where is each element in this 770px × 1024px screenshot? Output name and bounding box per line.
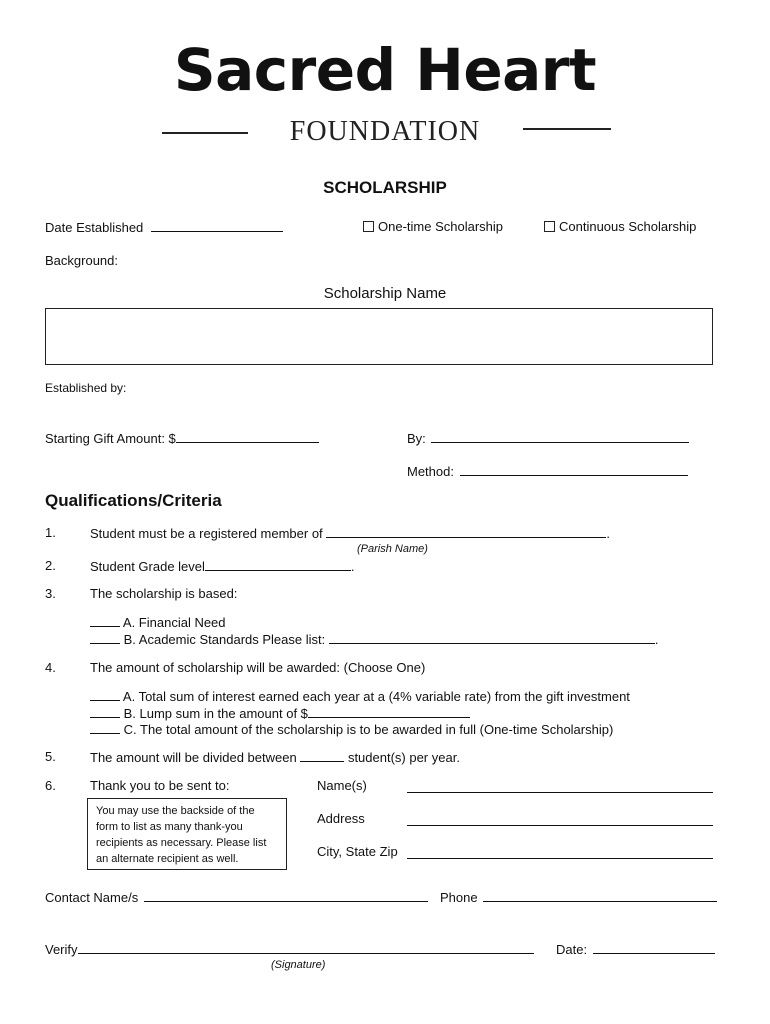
date-established-label: Date Established	[45, 220, 144, 235]
item-number-6: 6.	[45, 778, 56, 793]
by-field[interactable]	[431, 430, 689, 443]
starting-gift-field[interactable]	[176, 430, 319, 443]
academic-standards-field[interactable]	[90, 631, 120, 644]
scholarship-name-field[interactable]	[45, 308, 713, 365]
parish-field[interactable]	[326, 525, 606, 538]
continuous-checkbox[interactable]	[544, 221, 555, 232]
recipient-names-label: Name(s)	[317, 778, 367, 793]
item-4a	[90, 688, 630, 704]
item-4c-text: C. The total amount of the scholarship is to be awarded in full (One-time Scholarship)	[123, 722, 614, 737]
established-by-label: Established by:	[45, 381, 127, 395]
item-4c	[90, 721, 613, 737]
method-label: Method:	[407, 464, 454, 479]
by-row	[407, 430, 689, 446]
date-row	[556, 941, 715, 957]
item-1-text: Student must be a registered member of	[90, 526, 323, 541]
item-5-text-b: student(s) per year.	[347, 750, 460, 765]
financial-need-field[interactable]	[90, 614, 120, 627]
item-number-1: 1.	[45, 525, 56, 540]
qualifications-heading: Qualifications/Criteria	[45, 491, 222, 510]
item-4-text: The amount of scholarship will be awarded: (Choose One)	[90, 660, 426, 675]
one-time-label: One-time Scholarship	[378, 219, 503, 234]
item-3a-text: A. Financial Need	[122, 615, 226, 630]
verify-label: Verify	[45, 942, 78, 957]
option-4a-field[interactable]	[90, 688, 120, 701]
method-row	[407, 463, 688, 479]
item-3-text: The scholarship is based:	[90, 586, 238, 601]
one-time-checkbox[interactable]	[363, 221, 374, 232]
item-number-2: 2.	[45, 558, 56, 573]
item-3b-end: .	[654, 632, 659, 647]
item-5-text-a: The amount will be divided between	[90, 750, 297, 765]
logo-title: Sacred Heart	[173, 36, 597, 104]
contact-field[interactable]	[144, 889, 428, 902]
grade-level-field[interactable]	[205, 558, 351, 571]
logo-subtitle: FOUNDATION	[289, 116, 481, 147]
recipient-names-field[interactable]	[407, 780, 713, 793]
item-2-end: .	[350, 559, 355, 574]
item-4a-text: A. Total sum of interest earned each year at a (4% variable rate) from the gift investment	[122, 689, 630, 704]
note-box: You may use the backside of the form to list as many thank-you recipients as necessary. Please list an alternate recipient as well.	[87, 798, 287, 870]
item-4b	[90, 705, 470, 721]
item-2	[90, 558, 355, 574]
item-number-4: 4.	[45, 660, 56, 675]
signature-caption: (Signature)	[271, 959, 326, 971]
by-label: By:	[407, 431, 426, 446]
form-title: SCHOLARSHIP	[323, 178, 447, 197]
parish-caption: (Parish Name)	[357, 543, 428, 555]
one-time-option[interactable]	[363, 219, 503, 234]
item-3a	[90, 614, 226, 630]
background-label: Background:	[45, 253, 118, 268]
item-2-text: Student Grade level	[90, 559, 205, 574]
item-1-end: .	[606, 526, 610, 541]
student-count-field[interactable]	[300, 749, 344, 762]
item-3b	[90, 631, 658, 647]
starting-gift-row	[45, 430, 319, 446]
logo-rule-right	[523, 128, 611, 130]
recipient-address-label: Address	[317, 811, 365, 826]
phone-label: Phone	[440, 890, 478, 905]
starting-gift-label: Starting Gift Amount: $	[45, 431, 176, 446]
date-field[interactable]	[593, 941, 715, 954]
signature-field[interactable]	[78, 941, 534, 954]
recipient-address-field[interactable]	[407, 813, 713, 826]
date-established-row	[45, 219, 283, 235]
contact-label: Contact Name/s	[45, 890, 139, 905]
date-established-field[interactable]	[151, 219, 283, 232]
option-4c-field[interactable]	[90, 721, 120, 734]
item-number-3: 3.	[45, 586, 56, 601]
date-label: Date:	[556, 942, 588, 957]
recipient-city-label: City, State Zip	[317, 844, 398, 859]
item-5	[90, 749, 460, 765]
item-number-5: 5.	[45, 749, 56, 764]
method-field[interactable]	[460, 463, 688, 476]
contact-row	[45, 889, 428, 905]
scholarship-name-label: Scholarship Name	[323, 285, 447, 302]
academic-standards-list-field[interactable]	[329, 631, 655, 644]
phone-field[interactable]	[483, 889, 717, 902]
verify-row	[45, 941, 534, 957]
continuous-label: Continuous Scholarship	[559, 219, 697, 234]
recipient-city-field[interactable]	[407, 846, 713, 859]
item-4b-text: B. Lump sum in the amount of $	[123, 706, 308, 721]
item-1	[90, 525, 610, 541]
phone-row	[440, 889, 717, 905]
option-4b-field[interactable]	[90, 705, 120, 718]
lump-sum-field[interactable]	[308, 705, 470, 718]
continuous-option[interactable]	[544, 219, 696, 234]
item-3b-text: B. Academic Standards Please list:	[123, 632, 326, 647]
item-6-text: Thank you to be sent to:	[90, 778, 230, 793]
